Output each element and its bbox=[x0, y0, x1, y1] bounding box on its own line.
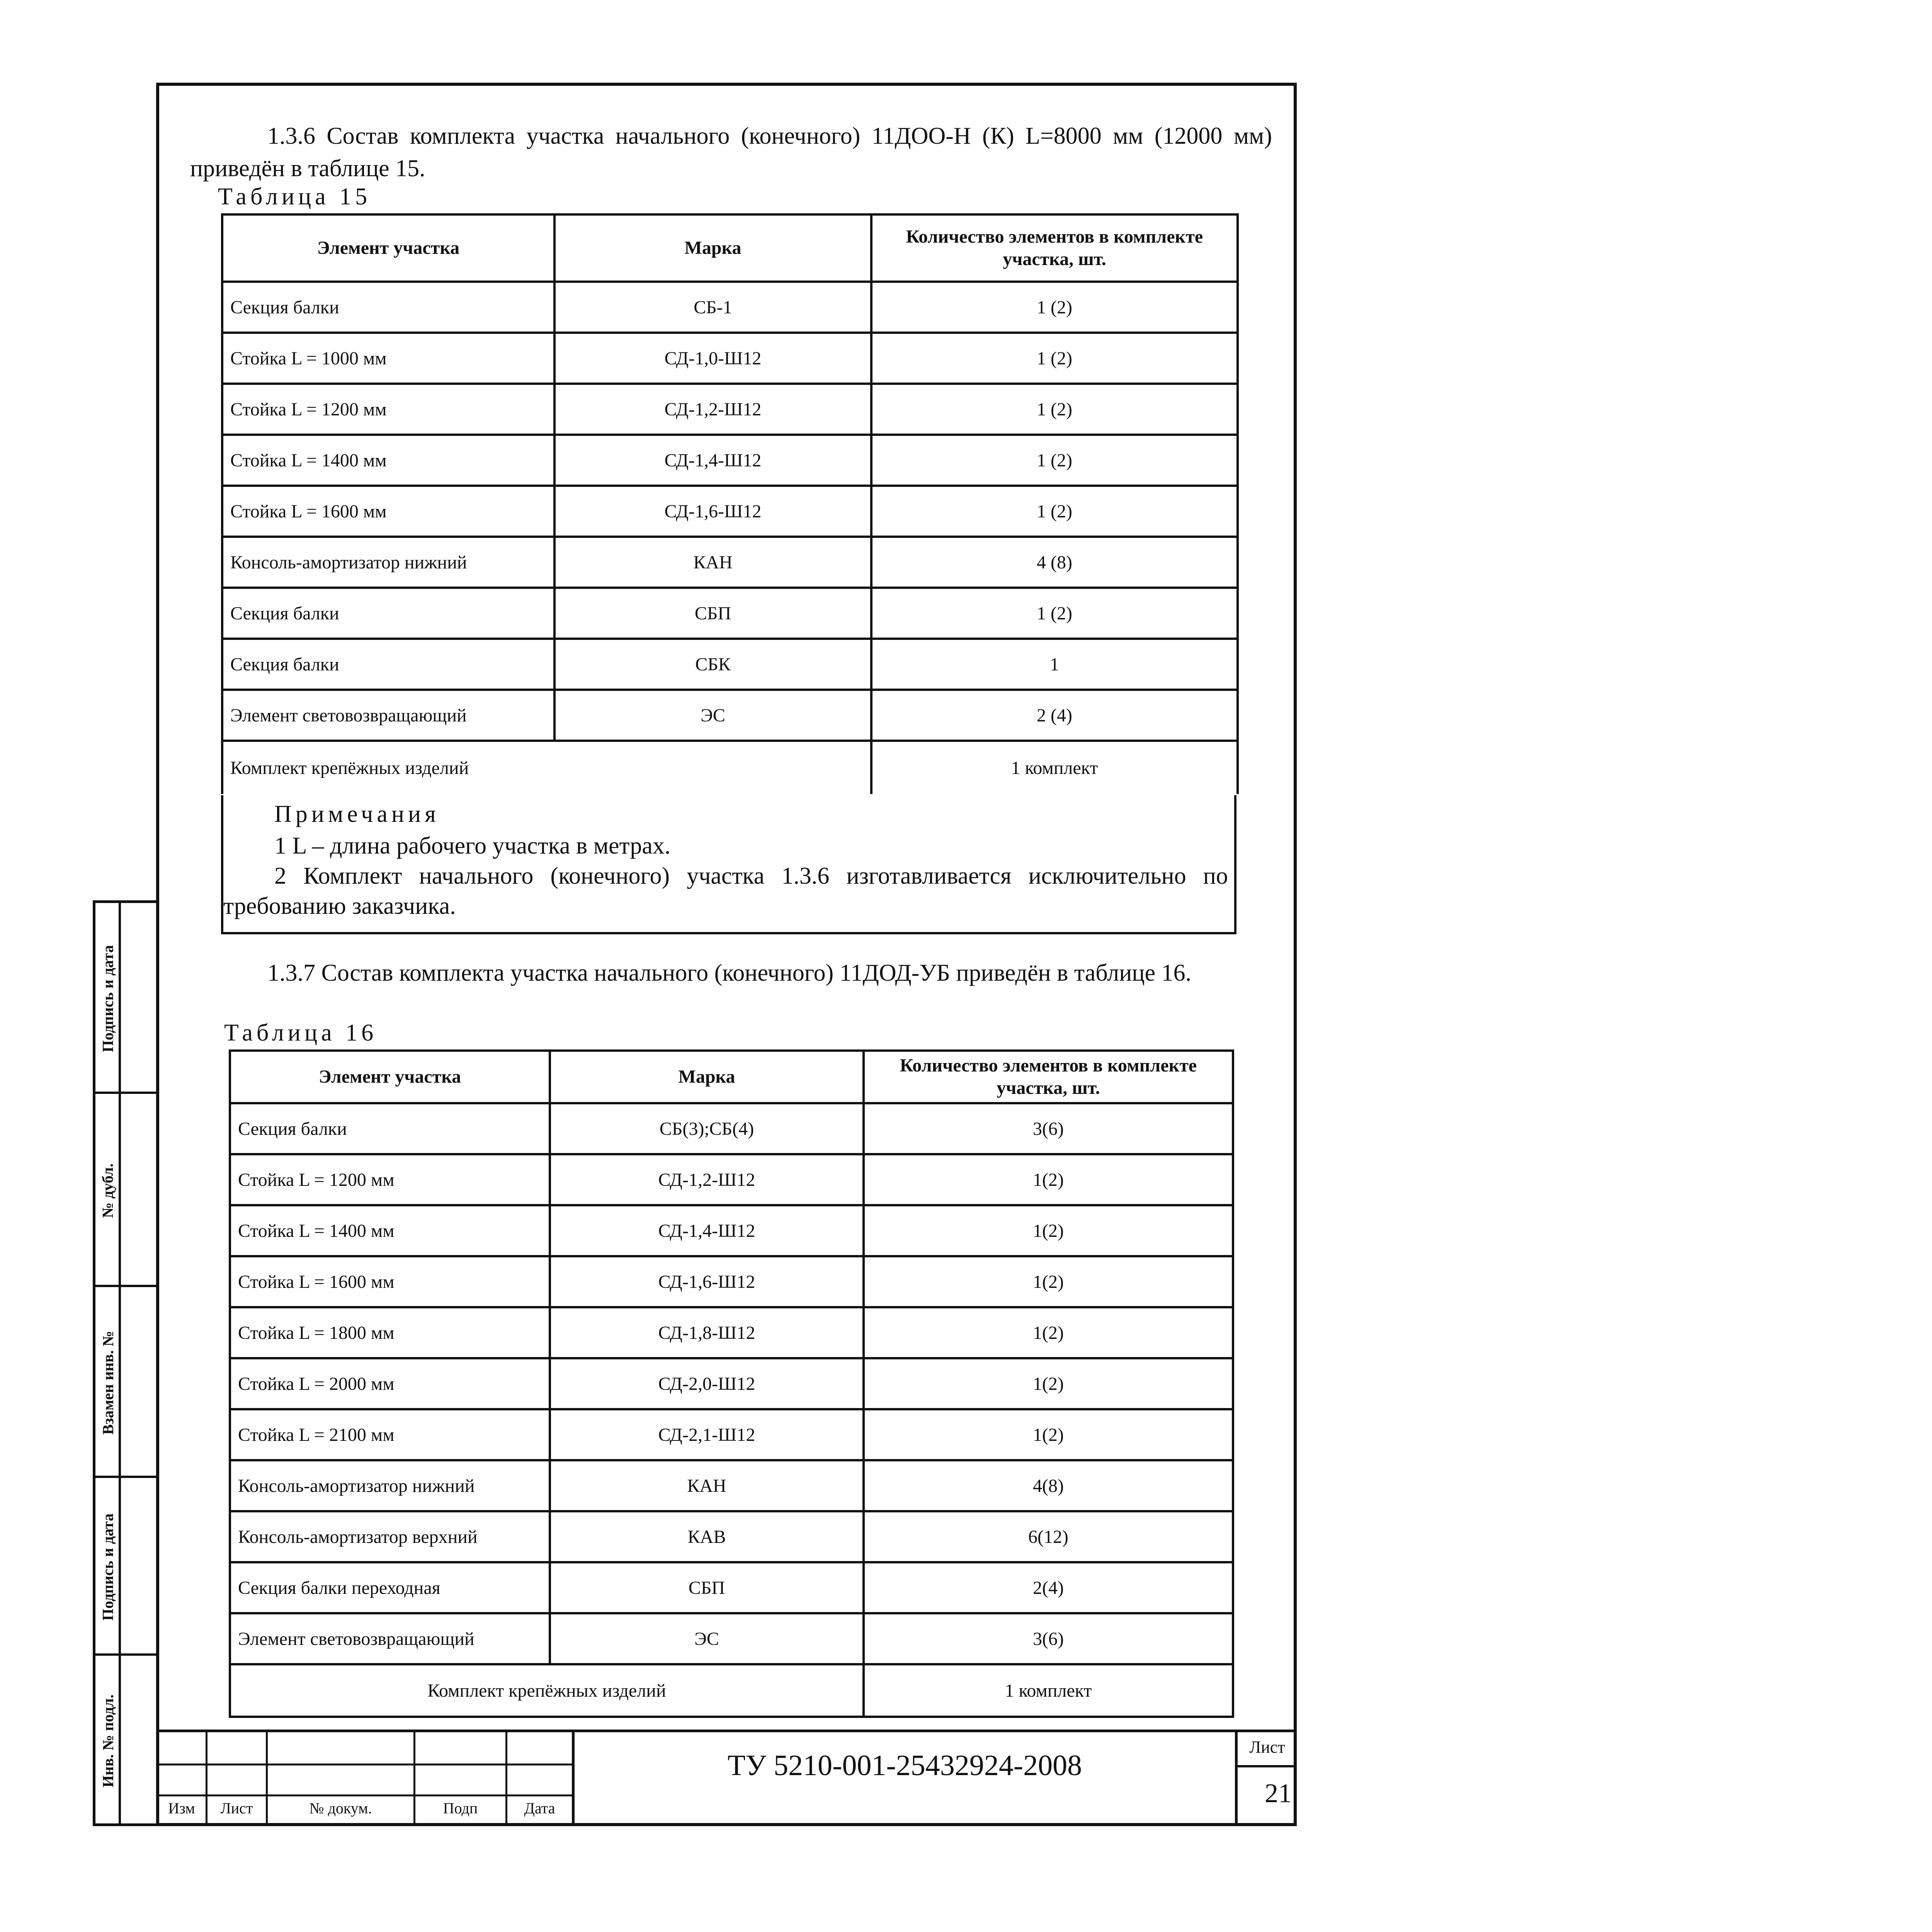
quantity-cell: 1 (2) bbox=[871, 282, 1238, 333]
element-cell: Стойка L = 1400 мм bbox=[222, 435, 554, 486]
title-block bbox=[156, 1730, 1297, 1826]
element-cell: Консоль-амортизатор нижний bbox=[230, 1460, 550, 1511]
quantity-cell: 1 (2) bbox=[871, 486, 1238, 537]
side-stamp-label: Инв. № подл. bbox=[99, 1694, 117, 1787]
mark-cell: СД-1,0-Ш12 bbox=[554, 333, 871, 384]
table-header-cell: Элемент участка bbox=[222, 214, 554, 282]
table-row bbox=[230, 1256, 1233, 1307]
side-stamp bbox=[93, 900, 156, 1826]
table-header-cell: Марка bbox=[554, 214, 871, 282]
quantity-cell: 3(6) bbox=[864, 1613, 1233, 1664]
table-row bbox=[222, 588, 1238, 639]
paragraph-1-3-7: 1.3.7 Состав комплекта участка начального (конечного) 11ДОД-УБ приведён в таблице 16. bbox=[267, 960, 1192, 986]
note-item: 2 Комплект начального (конечного) участка 1.3.6 изготавливается исключительно по требованию заказчика. bbox=[223, 863, 1228, 919]
sheet-number: 21 bbox=[1265, 1779, 1292, 1808]
table-row bbox=[222, 435, 1238, 486]
title-block-column-label: Дата bbox=[524, 1799, 555, 1817]
element-cell: Стойка L = 2000 мм bbox=[230, 1358, 550, 1409]
element-cell: Комплект крепёжных изделий bbox=[230, 1664, 864, 1717]
side-stamp-label: Подпись и дата bbox=[99, 945, 117, 1052]
element-cell: Секция балки bbox=[222, 639, 554, 690]
paragraph-1-3-6: 1.3.6 Состав комплекта участка начального (конечного) 11ДОО-Н (К) L=8000 мм (12000 мм) приведён в таблице 15. bbox=[190, 123, 1272, 182]
element-cell: Стойка L = 2100 мм bbox=[230, 1409, 550, 1460]
table-row bbox=[222, 741, 1238, 794]
element-cell: Стойка L = 1200 мм bbox=[230, 1154, 550, 1205]
quantity-cell: 6(12) bbox=[864, 1511, 1233, 1562]
table-row bbox=[230, 1205, 1233, 1256]
table-row bbox=[230, 1409, 1233, 1460]
mark-cell: СД-1,2-Ш12 bbox=[550, 1154, 864, 1205]
element-cell: Секция балки переходная bbox=[230, 1562, 550, 1613]
quantity-cell: 2(4) bbox=[864, 1562, 1233, 1613]
quantity-cell: 1 комплект bbox=[864, 1664, 1233, 1717]
element-cell: Стойка L = 1600 мм bbox=[230, 1256, 550, 1307]
element-cell: Консоль-амортизатор верхний bbox=[230, 1511, 550, 1562]
quantity-cell: 1(2) bbox=[864, 1307, 1233, 1358]
element-cell: Секция балки bbox=[230, 1103, 550, 1154]
mark-cell: СБК bbox=[554, 639, 871, 690]
document-code: ТУ 5210-001-25432924-2008 bbox=[727, 1749, 1082, 1782]
table-row bbox=[230, 1103, 1233, 1154]
table-row bbox=[230, 1613, 1233, 1664]
note-item: 1 L – длина рабочего участка в метрах. bbox=[274, 833, 671, 859]
table-row bbox=[230, 1511, 1233, 1562]
table-row bbox=[222, 639, 1238, 690]
table-row bbox=[230, 1562, 1233, 1613]
mark-cell: СД-1,4-Ш12 bbox=[550, 1205, 864, 1256]
title-block-column-label: Подп bbox=[443, 1799, 478, 1817]
title-block-column-label: № докум. bbox=[309, 1799, 372, 1817]
table-row bbox=[230, 1664, 1233, 1717]
element-cell: Стойка L = 1600 мм bbox=[222, 486, 554, 537]
table-header-row bbox=[222, 214, 1238, 282]
table-header-row bbox=[230, 1051, 1233, 1103]
quantity-cell: 1(2) bbox=[864, 1256, 1233, 1307]
mark-cell: КАН bbox=[554, 537, 871, 588]
table-header-cell: Элемент участка bbox=[230, 1051, 550, 1103]
table-row bbox=[230, 1358, 1233, 1409]
sheet-label: Лист bbox=[1249, 1738, 1285, 1757]
title-block-column-label: Лист bbox=[220, 1799, 253, 1817]
element-cell: Стойка L = 1200 мм bbox=[222, 384, 554, 435]
side-stamp-label: Подпись и дата bbox=[99, 1513, 117, 1621]
mark-cell: СБ(3);СБ(4) bbox=[550, 1103, 864, 1154]
table-row bbox=[222, 333, 1238, 384]
mark-cell: СБП bbox=[554, 588, 871, 639]
table-header-cell: Марка bbox=[550, 1051, 864, 1103]
mark-cell: СД-1,8-Ш12 bbox=[550, 1307, 864, 1358]
mark-cell: СД-2,0-Ш12 bbox=[550, 1358, 864, 1409]
element-cell: Стойка L = 1400 мм bbox=[230, 1205, 550, 1256]
mark-cell: СД-1,6-Ш12 bbox=[554, 486, 871, 537]
element-cell: Консоль-амортизатор нижний bbox=[222, 537, 554, 588]
element-cell: Секция балки bbox=[222, 282, 554, 333]
quantity-cell: 2 (4) bbox=[871, 690, 1238, 741]
table-row bbox=[222, 537, 1238, 588]
quantity-cell: 4 (8) bbox=[871, 537, 1238, 588]
mark-cell: СД-1,2-Ш12 bbox=[554, 384, 871, 435]
quantity-cell: 4(8) bbox=[864, 1460, 1233, 1511]
mark-cell: СБП bbox=[550, 1562, 864, 1613]
title-block-column-label: Изм bbox=[168, 1799, 195, 1817]
table-row bbox=[230, 1307, 1233, 1358]
quantity-cell: 1(2) bbox=[864, 1358, 1233, 1409]
quantity-cell: 1(2) bbox=[864, 1205, 1233, 1256]
table-header-cell: Количество элементов в комплекте участка, шт. bbox=[864, 1051, 1233, 1103]
mark-cell: ЭС bbox=[554, 690, 871, 741]
table-16-caption: Таблица 16 bbox=[224, 1020, 378, 1046]
table-row bbox=[222, 282, 1238, 333]
element-cell: Комплект крепёжных изделий bbox=[222, 741, 871, 794]
table-15 bbox=[221, 213, 1239, 794]
mark-cell: СД-1,6-Ш12 bbox=[550, 1256, 864, 1307]
quantity-cell: 1 bbox=[871, 639, 1238, 690]
mark-cell: СД-1,4-Ш12 bbox=[554, 435, 871, 486]
mark-cell: КАВ bbox=[550, 1511, 864, 1562]
quantity-cell: 1(2) bbox=[864, 1409, 1233, 1460]
notes-title: Примечания bbox=[274, 801, 440, 827]
side-stamp-label: Взамен инв. № bbox=[99, 1330, 117, 1435]
element-cell: Стойка L = 1000 мм bbox=[222, 333, 554, 384]
mark-cell: КАН bbox=[550, 1460, 864, 1511]
mark-cell: СД-2,1-Ш12 bbox=[550, 1409, 864, 1460]
mark-cell: СБ-1 bbox=[554, 282, 871, 333]
quantity-cell: 1 (2) bbox=[871, 435, 1238, 486]
element-cell: Секция балки bbox=[222, 588, 554, 639]
table-row bbox=[230, 1460, 1233, 1511]
quantity-cell: 1(2) bbox=[864, 1154, 1233, 1205]
table-header-cell: Количество элементов в комплекте участка, шт. bbox=[871, 214, 1238, 282]
side-stamp-label: № дубл. bbox=[99, 1163, 117, 1218]
quantity-cell: 1 комплект bbox=[871, 741, 1238, 794]
quantity-cell: 3(6) bbox=[864, 1103, 1233, 1154]
table-row bbox=[230, 1154, 1233, 1205]
notes-box bbox=[221, 795, 1236, 934]
table-row bbox=[222, 384, 1238, 435]
element-cell: Стойка L = 1800 мм bbox=[230, 1307, 550, 1358]
element-cell: Элемент световозвращающий bbox=[230, 1613, 550, 1664]
element-cell: Элемент световозвращающий bbox=[222, 690, 554, 741]
quantity-cell: 1 (2) bbox=[871, 588, 1238, 639]
quantity-cell: 1 (2) bbox=[871, 333, 1238, 384]
table-row bbox=[222, 690, 1238, 741]
mark-cell: ЭС bbox=[550, 1613, 864, 1664]
table-15-caption: Таблица 15 bbox=[218, 184, 371, 210]
table-row bbox=[222, 486, 1238, 537]
quantity-cell: 1 (2) bbox=[871, 384, 1238, 435]
table-16 bbox=[229, 1049, 1234, 1718]
